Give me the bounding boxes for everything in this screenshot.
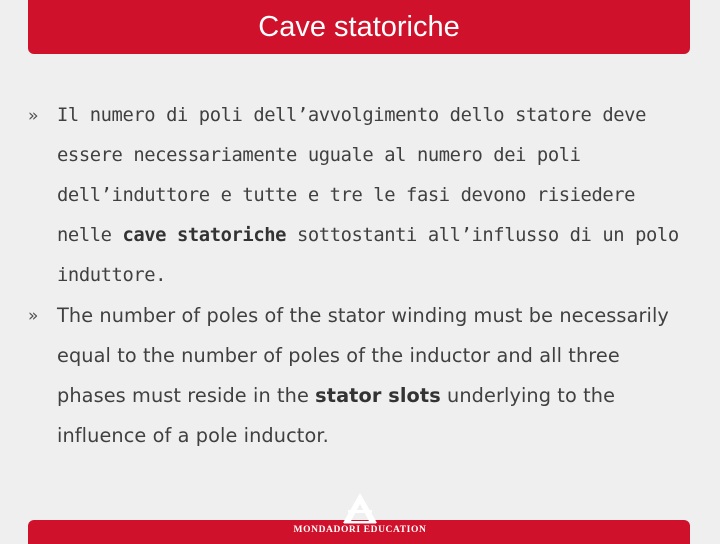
bullet-text: sottostanti all’influsso di un polo induttore. [57,225,679,286]
bullet-text: underlying to the influence of a pole inductor. [57,384,616,447]
slide-body [28,96,688,456]
bullet-marker: » [28,306,39,326]
publisher-name: MONDADORI EDUCATION [293,525,427,535]
bullet-text: Il numero di poli dell’avvolgimento dello statore deve essere necessariamente uguale al numero dei poli dell’induttore e tutte e tre le fasi devono risiedere nelle [57,105,646,246]
bullet-text: The number of poles of the stator winding must be necessarily equal to the number of poles of the inductor and all three phases must reside in the [57,304,669,407]
slide-title: Cave statoriche [258,10,460,43]
publisher-logo [282,492,438,540]
bullet-marker: » [28,106,38,126]
bullet-emphasis: stator slots [315,384,441,407]
bullet-english [28,296,688,456]
mondadori-rose-icon [340,492,380,524]
bullet-italian [28,96,688,296]
bullet-emphasis: cave statoriche [122,225,287,246]
title-bar [28,0,690,54]
